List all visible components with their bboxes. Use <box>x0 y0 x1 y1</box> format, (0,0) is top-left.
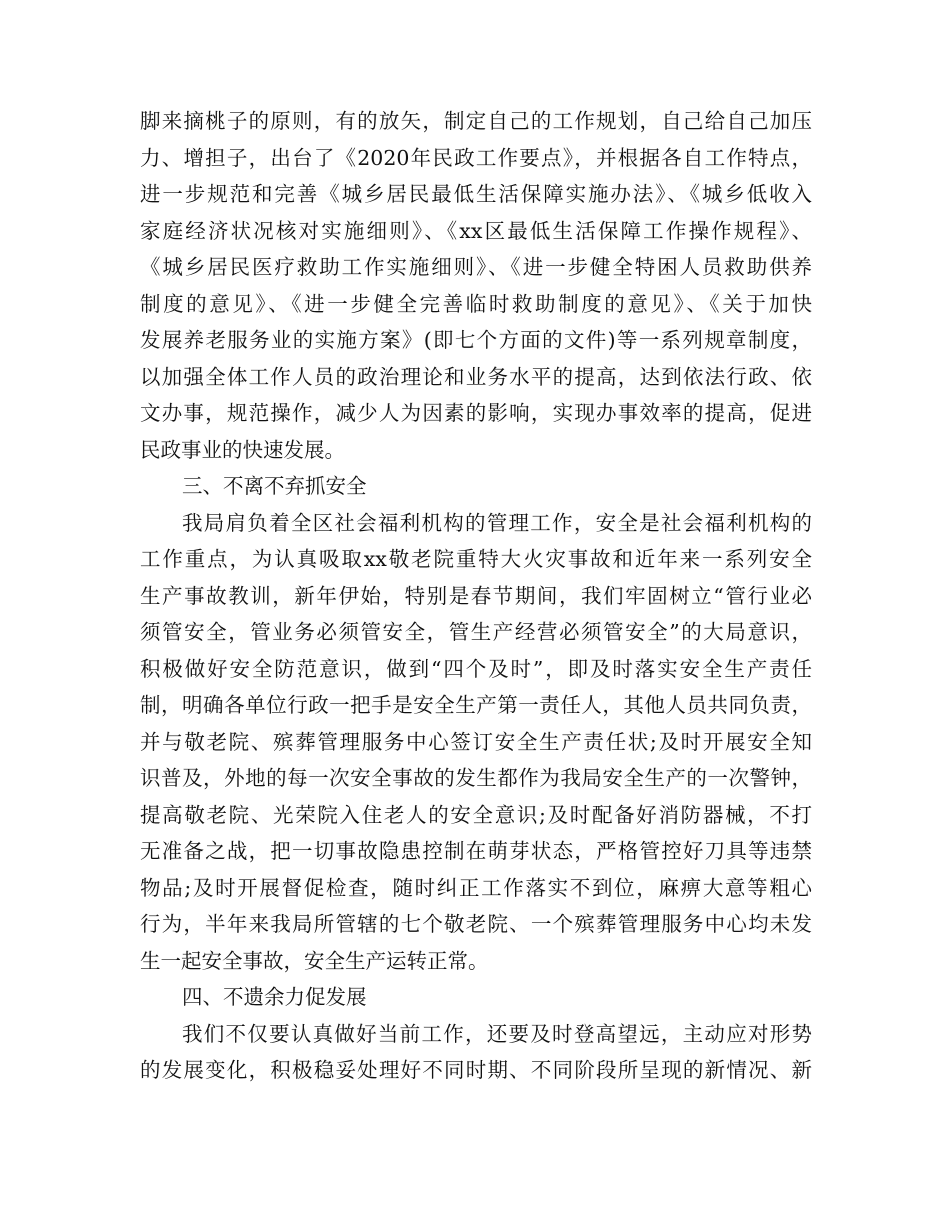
text-line: 我们不仅要认真做好当前工作，还要及时登高望远，主动应对形势 <box>182 1021 812 1046</box>
text-line: 工作重点，为认真吸取xx敬老院重特大火灾事故和近年来一系列安全 <box>140 547 812 571</box>
section-heading: 三、不离不弃抓安全 <box>182 474 367 498</box>
text-line: 行为，半年来我局所管辖的七个敬老院、一个殡葬管理服务中心均未发 <box>140 912 812 936</box>
text-line: 进一步规范和完善《城乡居民最低生活保障实施办法》、《城乡低收入 <box>140 182 812 206</box>
text-line: 须管安全，管业务必须管安全，管生产经营必须管安全”的大局意识， <box>140 620 812 644</box>
text-line: 民政事业的快速发展。 <box>140 437 345 462</box>
text-line: 发展养老服务业的实施方案》(即七个方面的文件)等一系列规章制度， <box>140 328 812 352</box>
section-heading: 四、不遗余力促发展 <box>182 985 367 1009</box>
text-line: 无准备之战，把一切事故隐患控制在萌芽状态，严格管控好刀具等违禁 <box>140 839 812 863</box>
text-line: 文办事，规范操作，减少人为因素的影响，实现办事效率的提高，促进 <box>140 401 812 425</box>
document-body <box>140 103 812 1089</box>
text-line: 的发展变化，积极稳妥处理好不同时期、不同阶段所呈现的新情况、新 <box>140 1058 812 1082</box>
text-line: 制，明确各单位行政一把手是安全生产第一责任人，其他人员共同负责， <box>140 693 812 717</box>
text-line: 识普及，外地的每一次安全事故的发生都作为我局安全生产的一次警钟， <box>140 766 812 790</box>
text-line: 力、增担子，出台了《2020年民政工作要点》，并根据各自工作特点， <box>140 145 812 170</box>
text-line: 生产事故教训，新年伊始，特别是春节期间，我们牢固树立“管行业必 <box>140 583 812 608</box>
text-line: 我局肩负着全区社会福利机构的管理工作，安全是社会福利机构的 <box>182 510 812 535</box>
text-line: 提高敬老院、光荣院入住老人的安全意识;及时配备好消防器械，不打 <box>140 802 812 827</box>
text-line: 以加强全体工作人员的政治理论和业务水平的提高，达到依法行政、依 <box>140 364 812 389</box>
text-line: 积极做好安全防范意识，做到“四个及时”，即及时落实安全生产责任 <box>140 656 812 681</box>
text-line: 生一起安全事故，安全生产运转正常。 <box>140 948 489 973</box>
text-line: 《城乡居民医疗救助工作实施细则》、《进一步健全特困人员救助供养 <box>140 255 812 279</box>
text-line: 物品;及时开展督促检查，随时纠正工作落实不到位，麻痹大意等粗心 <box>140 875 812 900</box>
text-line: 并与敬老院、殡葬管理服务中心签订安全生产责任状;及时开展安全知 <box>140 729 812 754</box>
text-line: 制度的意见》、《进一步健全完善临时救助制度的意见》、《关于加快 <box>140 291 812 316</box>
text-line: 家庭经济状况核对实施细则》、《xx区最低生活保障工作操作规程》、 <box>140 218 812 243</box>
text-line: 脚来摘桃子的原则，有的放矢，制定自己的工作规划，自己给自己加压 <box>140 109 812 133</box>
